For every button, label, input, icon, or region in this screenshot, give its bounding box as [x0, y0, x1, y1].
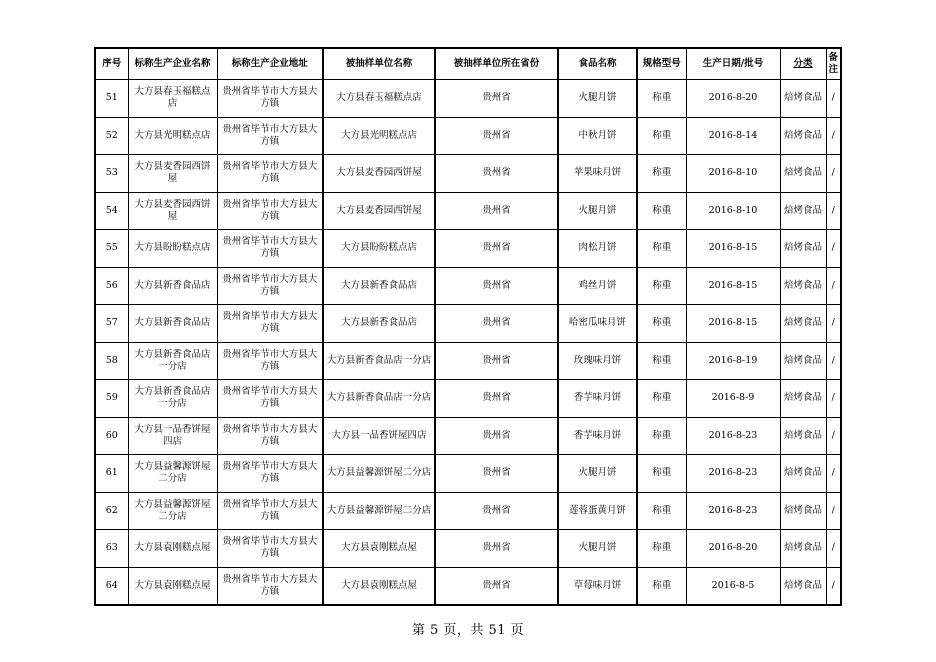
- seq-cell: 61: [95, 455, 128, 493]
- remarks-cell: /: [826, 192, 841, 230]
- seq-cell: 52: [95, 117, 128, 155]
- food-name-cell: 火腿月饼: [558, 455, 637, 493]
- header-producer-name: 标称生产企业名称: [128, 48, 217, 80]
- sampled-unit-cell: 大方县春玉福糕点店: [323, 80, 435, 118]
- producer-name-cell: 大方县盼盼糕点店: [128, 230, 217, 268]
- production-date-cell: 2016-8-20: [686, 80, 780, 118]
- sampled-unit-cell: 大方县一品香饼屋四店: [323, 417, 435, 455]
- production-date-cell: 2016-8-23: [686, 417, 780, 455]
- producer-name-cell: 大方县新香食品店一分店: [128, 380, 217, 418]
- sampled-unit-cell: 大方县益馨源饼屋二分店: [323, 492, 435, 530]
- category-cell: 焙烤食品: [780, 305, 826, 343]
- table-row: [95, 492, 841, 530]
- food-name-cell: 玫瑰味月饼: [558, 342, 637, 380]
- province-cell: 贵州省: [435, 417, 558, 455]
- header-row: [95, 48, 841, 80]
- header-remarks: 备注: [826, 48, 841, 80]
- remarks-cell: /: [826, 492, 841, 530]
- category-cell: 焙烤食品: [780, 455, 826, 493]
- seq-cell: 57: [95, 305, 128, 343]
- seq-cell: 60: [95, 417, 128, 455]
- province-cell: 贵州省: [435, 530, 558, 568]
- sampled-unit-cell: 大方县麦香园西饼屋: [323, 155, 435, 193]
- category-cell: 焙烤食品: [780, 117, 826, 155]
- province-cell: 贵州省: [435, 380, 558, 418]
- food-name-cell: 哈密瓜味月饼: [558, 305, 637, 343]
- producer-address-cell: 贵州省毕节市大方县大方镇: [217, 530, 323, 568]
- header-category-label: 分类: [793, 58, 813, 69]
- sampled-unit-cell: 大方县新香食品店一分店: [323, 380, 435, 418]
- production-date-cell: 2016-8-19: [686, 342, 780, 380]
- producer-name-cell: 大方县麦香园西饼屋: [128, 192, 217, 230]
- seq-cell: 54: [95, 192, 128, 230]
- production-date-cell: 2016-8-10: [686, 155, 780, 193]
- spec-cell: 称重: [637, 192, 686, 230]
- sampled-unit-cell: 大方县光明糕点店: [323, 117, 435, 155]
- category-cell: 焙烤食品: [780, 80, 826, 118]
- production-date-cell: 2016-8-15: [686, 267, 780, 305]
- category-cell: 焙烤食品: [780, 267, 826, 305]
- producer-address-cell: 贵州省毕节市大方县大方镇: [217, 380, 323, 418]
- category-cell: 焙烤食品: [780, 230, 826, 268]
- production-date-cell: 2016-8-10: [686, 192, 780, 230]
- table-row: [95, 267, 841, 305]
- sample-table-sheet: [94, 47, 840, 606]
- sampled-unit-cell: 大方县盼盼糕点店: [323, 230, 435, 268]
- producer-address-cell: 贵州省毕节市大方县大方镇: [217, 192, 323, 230]
- producer-address-cell: 贵州省毕节市大方县大方镇: [217, 155, 323, 193]
- province-cell: 贵州省: [435, 155, 558, 193]
- table-row: [95, 230, 841, 268]
- production-date-cell: 2016-8-14: [686, 117, 780, 155]
- spec-cell: 称重: [637, 155, 686, 193]
- table-row: [95, 155, 841, 193]
- header-sampled-province: 被抽样单位所在省份: [435, 48, 558, 80]
- province-cell: 贵州省: [435, 117, 558, 155]
- table-row: [95, 342, 841, 380]
- spec-cell: 称重: [637, 230, 686, 268]
- table-body: [95, 80, 841, 606]
- producer-address-cell: 贵州省毕节市大方县大方镇: [217, 342, 323, 380]
- spec-cell: 称重: [637, 305, 686, 343]
- producer-name-cell: 大方县益馨源饼屋二分店: [128, 455, 217, 493]
- food-name-cell: 火腿月饼: [558, 530, 637, 568]
- seq-cell: 63: [95, 530, 128, 568]
- producer-address-cell: 贵州省毕节市大方县大方镇: [217, 567, 323, 605]
- category-cell: 焙烤食品: [780, 417, 826, 455]
- remarks-cell: /: [826, 417, 841, 455]
- province-cell: 贵州省: [435, 192, 558, 230]
- header-spec: 规格型号: [637, 48, 686, 80]
- food-name-cell: 莲蓉蛋黄月饼: [558, 492, 637, 530]
- spec-cell: 称重: [637, 267, 686, 305]
- seq-cell: 56: [95, 267, 128, 305]
- producer-name-cell: 大方县新香食品店: [128, 305, 217, 343]
- province-cell: 贵州省: [435, 342, 558, 380]
- producer-address-cell: 贵州省毕节市大方县大方镇: [217, 455, 323, 493]
- spec-cell: 称重: [637, 567, 686, 605]
- province-cell: 贵州省: [435, 567, 558, 605]
- producer-name-cell: 大方县袁刚糕点屋: [128, 530, 217, 568]
- table-row: [95, 380, 841, 418]
- remarks-cell: /: [826, 267, 841, 305]
- sampled-unit-cell: 大方县新香食品店一分店: [323, 342, 435, 380]
- header-producer-address: 标称生产企业地址: [217, 48, 323, 80]
- table-row: [95, 417, 841, 455]
- seq-cell: 55: [95, 230, 128, 268]
- producer-name-cell: 大方县袁刚糕点屋: [128, 567, 217, 605]
- producer-name-cell: 大方县春玉福糕点店: [128, 80, 217, 118]
- producer-name-cell: 大方县光明糕点店: [128, 117, 217, 155]
- seq-cell: 64: [95, 567, 128, 605]
- remarks-cell: /: [826, 455, 841, 493]
- province-cell: 贵州省: [435, 267, 558, 305]
- header-seq: 序号: [95, 48, 128, 80]
- food-name-cell: 草莓味月饼: [558, 567, 637, 605]
- producer-name-cell: 大方县一品香饼屋四店: [128, 417, 217, 455]
- category-cell: 焙烤食品: [780, 380, 826, 418]
- food-name-cell: 鸡丝月饼: [558, 267, 637, 305]
- table-row: [95, 117, 841, 155]
- province-cell: 贵州省: [435, 492, 558, 530]
- producer-address-cell: 贵州省毕节市大方县大方镇: [217, 230, 323, 268]
- remarks-cell: /: [826, 342, 841, 380]
- food-name-cell: 火腿月饼: [558, 80, 637, 118]
- header-food-name: 食品名称: [558, 48, 637, 80]
- seq-cell: 58: [95, 342, 128, 380]
- table-row: [95, 455, 841, 493]
- remarks-cell: /: [826, 80, 841, 118]
- producer-address-cell: 贵州省毕节市大方县大方镇: [217, 305, 323, 343]
- spec-cell: 称重: [637, 80, 686, 118]
- table-row: [95, 80, 841, 118]
- spec-cell: 称重: [637, 117, 686, 155]
- production-date-cell: 2016-8-5: [686, 567, 780, 605]
- sampled-unit-cell: 大方县益馨源饼屋二分店: [323, 455, 435, 493]
- page-footer: 第 5 页，共 51 页: [411, 623, 525, 638]
- table-row: [95, 530, 841, 568]
- producer-address-cell: 贵州省毕节市大方县大方镇: [217, 117, 323, 155]
- province-cell: 贵州省: [435, 230, 558, 268]
- producer-address-cell: 贵州省毕节市大方县大方镇: [217, 80, 323, 118]
- spec-cell: 称重: [637, 455, 686, 493]
- category-cell: 焙烤食品: [780, 530, 826, 568]
- spec-cell: 称重: [637, 342, 686, 380]
- seq-cell: 62: [95, 492, 128, 530]
- production-date-cell: 2016-8-23: [686, 455, 780, 493]
- category-cell: 焙烤食品: [780, 192, 826, 230]
- producer-name-cell: 大方县新香食品店: [128, 267, 217, 305]
- producer-name-cell: 大方县麦香园西饼屋: [128, 155, 217, 193]
- remarks-cell: /: [826, 117, 841, 155]
- production-date-cell: 2016-8-15: [686, 230, 780, 268]
- remarks-cell: /: [826, 305, 841, 343]
- header-production-date: 生产日期/批号: [686, 48, 780, 80]
- sampling-results-table: [94, 47, 842, 606]
- seq-cell: 59: [95, 380, 128, 418]
- production-date-cell: 2016-8-20: [686, 530, 780, 568]
- food-name-cell: 香芋味月饼: [558, 417, 637, 455]
- food-name-cell: 火腿月饼: [558, 192, 637, 230]
- seq-cell: 53: [95, 155, 128, 193]
- province-cell: 贵州省: [435, 305, 558, 343]
- producer-address-cell: 贵州省毕节市大方县大方镇: [217, 267, 323, 305]
- producer-address-cell: 贵州省毕节市大方县大方镇: [217, 492, 323, 530]
- producer-name-cell: 大方县新香食品店一分店: [128, 342, 217, 380]
- category-cell: 焙烤食品: [780, 567, 826, 605]
- category-cell: 焙烤食品: [780, 155, 826, 193]
- production-date-cell: 2016-8-15: [686, 305, 780, 343]
- spec-cell: 称重: [637, 492, 686, 530]
- remarks-cell: /: [826, 230, 841, 268]
- table-row: [95, 192, 841, 230]
- header-category: [780, 48, 826, 80]
- remarks-cell: /: [826, 155, 841, 193]
- table-header: [95, 48, 841, 80]
- remarks-cell: /: [826, 380, 841, 418]
- producer-name-cell: 大方县益馨源饼屋二分店: [128, 492, 217, 530]
- header-sampled-unit: 被抽样单位名称: [323, 48, 435, 80]
- seq-cell: 51: [95, 80, 128, 118]
- food-name-cell: 中秋月饼: [558, 117, 637, 155]
- remarks-cell: /: [826, 530, 841, 568]
- sampled-unit-cell: 大方县麦香园西饼屋: [323, 192, 435, 230]
- sampled-unit-cell: 大方县袁刚糕点屋: [323, 530, 435, 568]
- food-name-cell: 肉松月饼: [558, 230, 637, 268]
- sampled-unit-cell: 大方县袁刚糕点屋: [323, 567, 435, 605]
- production-date-cell: 2016-8-23: [686, 492, 780, 530]
- table-row: [95, 305, 841, 343]
- sampled-unit-cell: 大方县新香食品店: [323, 267, 435, 305]
- province-cell: 贵州省: [435, 80, 558, 118]
- remarks-cell: /: [826, 567, 841, 605]
- producer-address-cell: 贵州省毕节市大方县大方镇: [217, 417, 323, 455]
- production-date-cell: 2016-8-9: [686, 380, 780, 418]
- table-row: [95, 567, 841, 605]
- category-cell: 焙烤食品: [780, 492, 826, 530]
- spec-cell: 称重: [637, 530, 686, 568]
- spec-cell: 称重: [637, 380, 686, 418]
- food-name-cell: 苹果味月饼: [558, 155, 637, 193]
- food-name-cell: 香芋味月饼: [558, 380, 637, 418]
- category-cell: 焙烤食品: [780, 342, 826, 380]
- spec-cell: 称重: [637, 417, 686, 455]
- sampled-unit-cell: 大方县新香食品店: [323, 305, 435, 343]
- province-cell: 贵州省: [435, 455, 558, 493]
